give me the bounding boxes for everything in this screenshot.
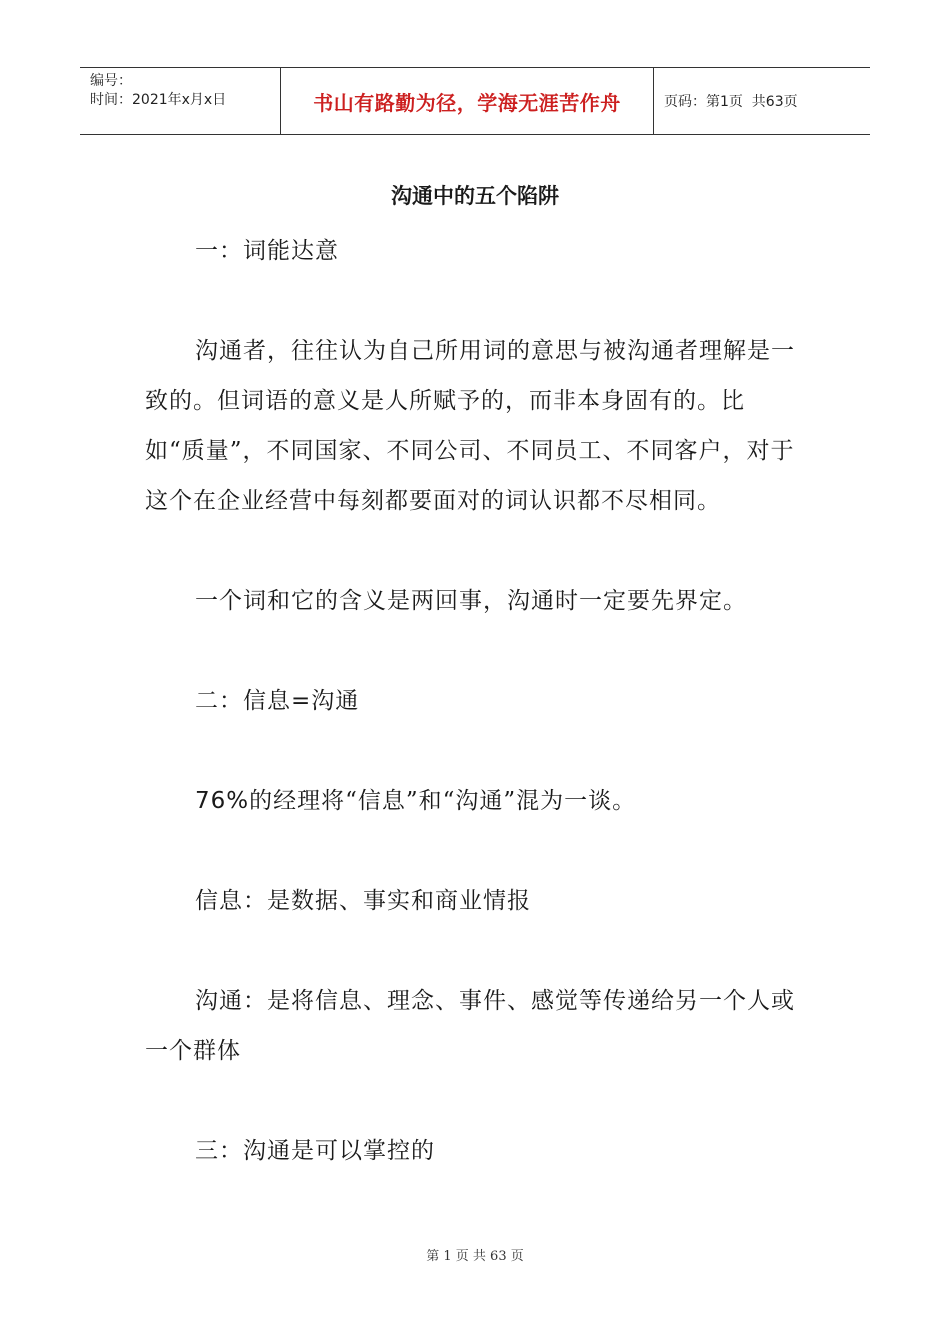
header-motto-cell bbox=[281, 68, 654, 134]
header-page-cell bbox=[654, 68, 870, 134]
motto-text: 书山有路勤为径，学海无涯苦作舟 bbox=[313, 90, 621, 115]
spacer bbox=[145, 726, 795, 776]
paragraph-quality: 沟通者，往往认为自己所用词的意思与被沟通者理解是一致的。但词语的意义是人所赋予的，而非本身固有的。比如“质量”，不同国家、不同公司、不同员工、不同客户，对于这个在企业经营中每刻都要面对的词认识都不尽相同。 bbox=[145, 338, 795, 514]
document-body bbox=[145, 226, 795, 1176]
spacer bbox=[145, 626, 795, 676]
time-label: 时间：2021年x月x日 bbox=[90, 92, 227, 108]
heading-two: 二：信息=沟通 bbox=[195, 688, 360, 714]
paragraph-communication: 沟通：是将信息、理念、事件、感觉等传递给另一个人或一个群体 bbox=[145, 988, 795, 1064]
page-footer: 第 1 页 共 63 页 bbox=[426, 1249, 524, 1264]
document-title: 沟通中的五个陷阱 bbox=[391, 184, 559, 208]
spacer bbox=[145, 526, 795, 576]
heading-one: 一：词能达意 bbox=[195, 238, 339, 264]
number-label: 编号： bbox=[90, 73, 132, 89]
spacer bbox=[145, 1076, 795, 1126]
paragraph-statistic bbox=[145, 776, 795, 826]
header-meta-cell bbox=[80, 68, 281, 134]
page-info: 页码：第1页 共63页 bbox=[664, 94, 798, 110]
heading-three: 三：沟通是可以掌控的 bbox=[195, 1138, 435, 1164]
spacer bbox=[145, 276, 795, 326]
header-table bbox=[80, 67, 870, 135]
spacer bbox=[145, 826, 795, 876]
spacer bbox=[145, 926, 795, 976]
statistic-text: 的经理将“信息”和“沟通”混为一谈。 bbox=[249, 788, 637, 814]
paragraph-information: 信息：是数据、事实和商业情报 bbox=[195, 888, 531, 914]
paragraph-definition: 一个词和它的含义是两回事，沟通时一定要先界定。 bbox=[195, 588, 747, 614]
percent-value: 76% bbox=[195, 788, 250, 814]
